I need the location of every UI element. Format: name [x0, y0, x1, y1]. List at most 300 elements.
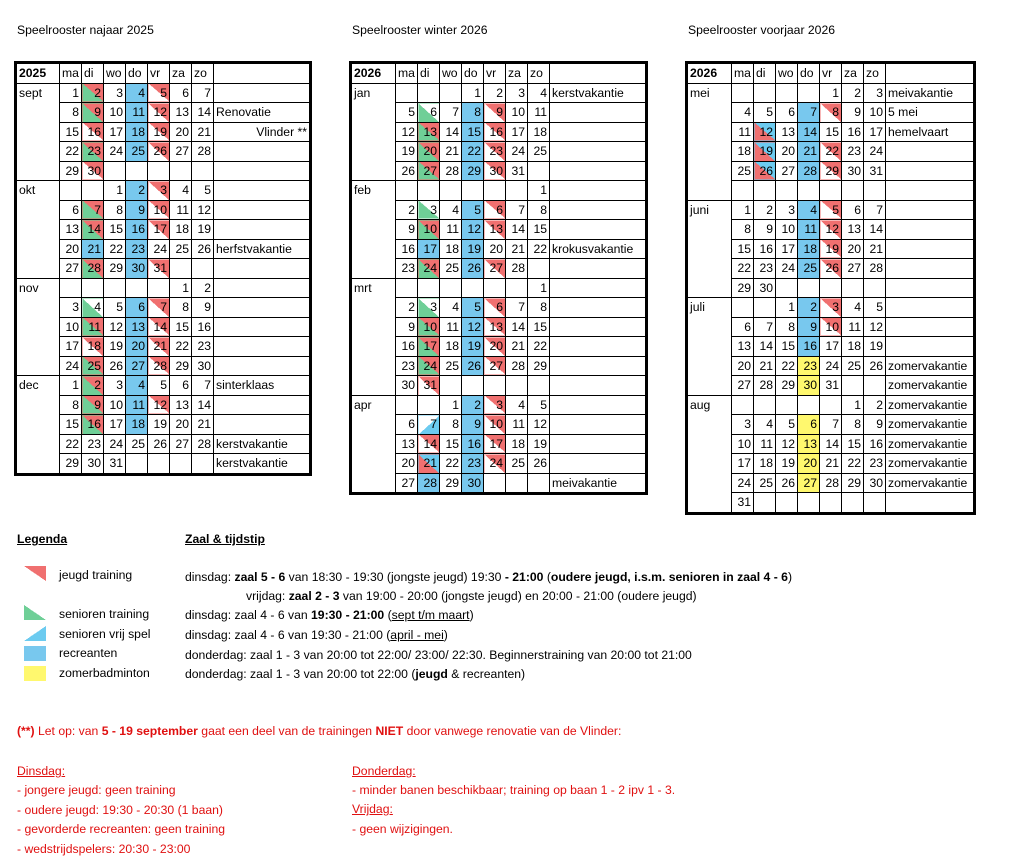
day-cell: 14	[82, 220, 104, 240]
day-cell: 8	[528, 200, 550, 220]
day-cell: 29	[440, 473, 462, 493]
day-cell: 1	[732, 200, 754, 220]
calendar-row	[688, 181, 974, 201]
calendar-row	[17, 200, 310, 220]
day-cell	[192, 259, 214, 279]
day-cell: 6	[484, 200, 506, 220]
day-cell: 1	[820, 83, 842, 103]
calendar-row	[688, 278, 974, 298]
day-cell	[506, 181, 528, 201]
day-cell: 29	[842, 473, 864, 493]
month-label: juni	[688, 200, 732, 220]
day-cell: 14	[418, 434, 440, 454]
day-note	[550, 337, 646, 357]
day-cell: 3	[418, 298, 440, 318]
day-cell: 30	[126, 259, 148, 279]
day-cell	[104, 278, 126, 298]
calendar-row	[352, 181, 646, 201]
day-cell: 25	[82, 356, 104, 376]
month-label: sept	[17, 83, 60, 103]
day-cell: 22	[732, 259, 754, 279]
day-cell: 26	[528, 454, 550, 474]
month-label	[352, 317, 396, 337]
day-note: kerstvakantie	[214, 434, 310, 454]
day-cell: 15	[528, 220, 550, 240]
day-cell: 16	[192, 317, 214, 337]
day-cell: 3	[506, 83, 528, 103]
day-cell	[104, 161, 126, 181]
day-cell	[842, 181, 864, 201]
day-cell: 21	[798, 142, 820, 162]
day-note	[214, 278, 310, 298]
day-cell: 15	[440, 434, 462, 454]
calendar-row	[688, 493, 974, 513]
month-label	[17, 259, 60, 279]
month-label	[17, 220, 60, 240]
day-cell: 4	[798, 200, 820, 220]
day-note: meivakantie	[550, 473, 646, 493]
day-cell: 23	[192, 337, 214, 357]
day-cell: 12	[148, 103, 170, 123]
calendar-row	[17, 83, 310, 103]
day-cell	[170, 454, 192, 474]
zaal-segment: jeugd	[415, 667, 448, 681]
day-cell: 17	[418, 239, 440, 259]
day-cell: 18	[126, 415, 148, 435]
day-cell: 28	[798, 161, 820, 181]
day-cell	[148, 278, 170, 298]
day-cell	[60, 278, 82, 298]
day-note: herfstvakantie	[214, 239, 310, 259]
calendar-row	[688, 434, 974, 454]
month-label: okt	[17, 181, 60, 201]
day-cell: 23	[484, 142, 506, 162]
notice-text-2: gaat een deel van de trainingen	[197, 724, 376, 738]
day-cell	[484, 376, 506, 396]
month-label	[688, 278, 732, 298]
weekday-header-ma: ma	[732, 64, 754, 84]
day-cell: 29	[462, 161, 484, 181]
day-cell	[842, 278, 864, 298]
day-cell: 26	[820, 259, 842, 279]
day-cell	[776, 395, 798, 415]
day-cell: 5	[192, 181, 214, 201]
zaal-segment: van 18:30 - 19:30 (jongste jeugd) 19:30	[285, 570, 505, 584]
day-cell: 26	[148, 434, 170, 454]
month-label	[688, 337, 732, 357]
day-cell: 10	[732, 434, 754, 454]
calendar-row	[688, 395, 974, 415]
day-cell	[820, 181, 842, 201]
day-cell	[798, 395, 820, 415]
day-note	[214, 181, 310, 201]
day-cell: 6	[776, 103, 798, 123]
month-label	[688, 220, 732, 240]
day-note	[214, 395, 310, 415]
calendar-row	[352, 161, 646, 181]
month-label	[688, 181, 732, 201]
month-label: nov	[17, 278, 60, 298]
month-label	[352, 356, 396, 376]
day-cell: 22	[104, 239, 126, 259]
day-cell: 22	[60, 434, 82, 454]
day-cell: 30	[82, 161, 104, 181]
day-cell: 20	[396, 454, 418, 474]
day-note	[214, 415, 310, 435]
day-cell: 22	[776, 356, 798, 376]
month-label	[352, 103, 396, 123]
day-cell	[776, 181, 798, 201]
month-label	[688, 356, 732, 376]
day-cell: 29	[732, 278, 754, 298]
day-note	[550, 181, 646, 201]
day-cell	[776, 83, 798, 103]
month-label	[688, 415, 732, 435]
day-cell: 11	[440, 220, 462, 240]
day-cell: 29	[60, 161, 82, 181]
day-cell: 12	[148, 395, 170, 415]
zaal-line	[185, 648, 692, 662]
day-cell: 6	[396, 415, 418, 435]
day-cell: 4	[754, 415, 776, 435]
day-cell: 24	[104, 434, 126, 454]
calendar-row	[352, 122, 646, 142]
day-cell: 31	[820, 376, 842, 396]
day-cell: 3	[732, 415, 754, 435]
day-cell: 24	[776, 259, 798, 279]
zaal-segment: zaal 2 - 3	[288, 589, 340, 603]
day-cell: 20	[776, 142, 798, 162]
day-cell: 2	[82, 83, 104, 103]
day-cell: 9	[754, 220, 776, 240]
notice-text-1: Let op: van	[34, 724, 102, 738]
day-cell	[462, 181, 484, 201]
zaal-segment: (	[543, 570, 551, 584]
calendar-row	[352, 376, 646, 396]
day-cell: 11	[440, 317, 462, 337]
day-cell: 28	[506, 259, 528, 279]
day-note	[886, 337, 974, 357]
calendar-row	[17, 317, 310, 337]
day-cell: 24	[418, 356, 440, 376]
day-cell: 31	[104, 454, 126, 474]
day-cell	[82, 278, 104, 298]
day-cell: 26	[864, 356, 886, 376]
day-note: zomervakantie	[886, 395, 974, 415]
calendar-voorjaar-2026	[685, 61, 976, 515]
day-note	[214, 356, 310, 376]
day-cell: 22	[528, 239, 550, 259]
calendar-row	[688, 239, 974, 259]
day-cell: 6	[170, 376, 192, 396]
day-cell: 17	[104, 415, 126, 435]
legend-label: senioren training	[59, 607, 150, 621]
day-cell: 30	[82, 454, 104, 474]
note-header	[214, 64, 310, 84]
legend-swatch-r	[24, 646, 46, 661]
day-cell: 25	[440, 356, 462, 376]
weekday-header-za: za	[506, 64, 528, 84]
month-label	[352, 415, 396, 435]
day-cell: 11	[842, 317, 864, 337]
day-cell	[820, 278, 842, 298]
weekday-header-vr: vr	[484, 64, 506, 84]
zaal-segment: zaal 5 - 6	[234, 570, 286, 584]
day-cell: 14	[192, 395, 214, 415]
calendar-row	[17, 415, 310, 435]
day-cell: 16	[126, 220, 148, 240]
day-cell: 27	[396, 473, 418, 493]
day-cell: 12	[104, 317, 126, 337]
day-cell: 10	[60, 317, 82, 337]
day-cell	[484, 278, 506, 298]
day-cell: 25	[440, 259, 462, 279]
day-cell: 21	[418, 454, 440, 474]
calendar-row	[17, 239, 310, 259]
day-note	[886, 278, 974, 298]
month-label: dec	[17, 376, 60, 396]
day-cell: 25	[842, 356, 864, 376]
day-cell: 1	[440, 395, 462, 415]
day-cell: 19	[396, 142, 418, 162]
day-cell: 6	[732, 317, 754, 337]
month-label	[17, 454, 60, 474]
day-cell: 2	[798, 298, 820, 318]
weekday-header-za: za	[842, 64, 864, 84]
calendar-row	[688, 200, 974, 220]
day-cell: 25	[506, 454, 528, 474]
day-cell: 9	[82, 103, 104, 123]
day-note: kerstvakantie	[214, 454, 310, 474]
day-cell: 5	[820, 200, 842, 220]
month-label	[688, 122, 732, 142]
day-cell: 8	[776, 317, 798, 337]
month-label	[352, 337, 396, 357]
day-cell: 18	[528, 122, 550, 142]
zaal-line	[185, 608, 474, 622]
calendar-row	[688, 142, 974, 162]
day-cell: 3	[864, 83, 886, 103]
day-cell: 6	[842, 200, 864, 220]
calendar-row	[352, 278, 646, 298]
day-cell: 6	[170, 83, 192, 103]
zaal-segment: & recreanten)	[447, 667, 526, 681]
day-cell: 9	[484, 103, 506, 123]
day-cell: 21	[192, 415, 214, 435]
calendar-row	[688, 103, 974, 123]
day-cell: 17	[864, 122, 886, 142]
day-cell: 17	[820, 337, 842, 357]
month-label	[688, 161, 732, 181]
month-label: juli	[688, 298, 732, 318]
day-cell: 3	[484, 395, 506, 415]
day-cell: 23	[396, 259, 418, 279]
day-cell: 10	[864, 103, 886, 123]
day-note: zomervakantie	[886, 356, 974, 376]
day-cell: 18	[732, 142, 754, 162]
day-cell: 18	[842, 337, 864, 357]
renovation-notice	[17, 724, 621, 738]
day-note	[550, 142, 646, 162]
month-label	[17, 161, 60, 181]
day-cell	[148, 454, 170, 474]
day-cell: 1	[776, 298, 798, 318]
calendar-row	[17, 181, 310, 201]
day-cell: 19	[776, 454, 798, 474]
calendar-row	[17, 278, 310, 298]
zaal-segment: oudere jeugd, i.s.m. senioren in zaal 4 - 6	[550, 570, 788, 584]
day-cell: 4	[170, 181, 192, 201]
calendar-row	[352, 317, 646, 337]
day-cell	[528, 376, 550, 396]
weekday-header-zo: zo	[864, 64, 886, 84]
weekday-header-di: di	[82, 64, 104, 84]
day-cell: 20	[126, 337, 148, 357]
day-note	[214, 220, 310, 240]
month-label: mei	[688, 83, 732, 103]
dinsdag-line: - gevorderde recreanten: geen training	[17, 822, 225, 836]
day-cell: 8	[528, 298, 550, 318]
day-cell: 13	[170, 103, 192, 123]
day-cell: 13	[418, 122, 440, 142]
day-cell: 21	[506, 337, 528, 357]
day-note	[550, 376, 646, 396]
day-cell: 3	[820, 298, 842, 318]
calendar-row	[352, 103, 646, 123]
day-cell	[732, 83, 754, 103]
month-label	[17, 239, 60, 259]
day-note	[886, 493, 974, 513]
day-cell: 28	[440, 161, 462, 181]
day-cell: 6	[418, 103, 440, 123]
day-cell: 11	[126, 103, 148, 123]
day-cell	[864, 278, 886, 298]
day-cell: 19	[148, 122, 170, 142]
day-note	[214, 83, 310, 103]
month-label	[352, 161, 396, 181]
day-cell: 13	[126, 317, 148, 337]
day-cell	[776, 278, 798, 298]
month-label	[688, 142, 732, 162]
day-cell: 29	[170, 356, 192, 376]
day-cell: 16	[842, 122, 864, 142]
zaal-segment: april - mei	[390, 628, 444, 642]
day-cell: 15	[842, 434, 864, 454]
month-label	[17, 434, 60, 454]
day-cell: 14	[506, 220, 528, 240]
calendar-row	[17, 337, 310, 357]
weekday-header-wo: wo	[776, 64, 798, 84]
day-cell: 25	[798, 259, 820, 279]
day-cell: 27	[170, 434, 192, 454]
day-cell: 26	[754, 161, 776, 181]
day-cell: 27	[418, 161, 440, 181]
day-cell: 30	[842, 161, 864, 181]
weekday-header-di: di	[754, 64, 776, 84]
day-cell	[754, 395, 776, 415]
day-cell: 5	[462, 200, 484, 220]
day-cell: 11	[126, 395, 148, 415]
calendar-row	[352, 415, 646, 435]
day-cell: 7	[82, 200, 104, 220]
zaal-segment: )	[787, 570, 792, 584]
zaal-segment: )	[469, 608, 474, 622]
day-note	[550, 395, 646, 415]
day-note	[886, 317, 974, 337]
zaal-segment: van 19:00 - 20:00 (jongste jeugd) en 20:00 - 21:00 (oudere jeugd)	[339, 589, 697, 603]
day-cell	[842, 376, 864, 396]
day-note	[550, 122, 646, 142]
day-cell: 9	[842, 103, 864, 123]
day-cell: 10	[506, 103, 528, 123]
day-cell: 7	[754, 317, 776, 337]
day-note	[886, 142, 974, 162]
zaal-segment: - 21:00	[504, 570, 544, 584]
day-cell: 7	[192, 83, 214, 103]
day-cell: 19	[820, 239, 842, 259]
day-cell: 21	[440, 142, 462, 162]
day-cell: 31	[148, 259, 170, 279]
day-cell: 5	[754, 103, 776, 123]
day-cell: 8	[440, 415, 462, 435]
day-cell: 24	[148, 239, 170, 259]
zaal-segment: vrijdag:	[246, 589, 289, 603]
day-cell: 14	[864, 220, 886, 240]
day-cell: 13	[484, 220, 506, 240]
day-cell: 25	[528, 142, 550, 162]
day-cell: 10	[776, 220, 798, 240]
day-cell: 10	[148, 200, 170, 220]
day-cell: 11	[506, 415, 528, 435]
day-cell: 7	[506, 200, 528, 220]
day-cell: 30	[754, 278, 776, 298]
day-cell: 5	[528, 395, 550, 415]
day-note	[550, 298, 646, 318]
day-cell: 13	[842, 220, 864, 240]
day-cell: 12	[528, 415, 550, 435]
day-note: zomervakantie	[886, 376, 974, 396]
month-label	[352, 434, 396, 454]
day-cell: 18	[798, 239, 820, 259]
day-cell	[418, 395, 440, 415]
day-cell: 1	[528, 181, 550, 201]
day-cell	[798, 493, 820, 513]
day-note: kerstvakantie	[550, 83, 646, 103]
day-cell: 12	[864, 317, 886, 337]
day-cell: 22	[462, 142, 484, 162]
day-cell: 10	[418, 220, 440, 240]
day-cell: 11	[732, 122, 754, 142]
day-cell: 25	[732, 161, 754, 181]
day-note: Vlinder **	[214, 122, 310, 142]
day-note	[550, 317, 646, 337]
day-cell: 18	[82, 337, 104, 357]
day-cell: 17	[148, 220, 170, 240]
title-najaar: Speelrooster najaar 2025	[17, 23, 154, 37]
legend-label: senioren vrij spel	[59, 627, 151, 641]
month-label	[352, 200, 396, 220]
day-cell	[798, 181, 820, 201]
day-cell: 9	[126, 200, 148, 220]
day-cell: 19	[192, 220, 214, 240]
day-cell: 9	[396, 220, 418, 240]
weekday-header-za: za	[170, 64, 192, 84]
day-cell: 26	[192, 239, 214, 259]
day-cell	[396, 181, 418, 201]
day-cell: 5	[104, 298, 126, 318]
weekday-header-ma: ma	[396, 64, 418, 84]
day-cell: 1	[462, 83, 484, 103]
